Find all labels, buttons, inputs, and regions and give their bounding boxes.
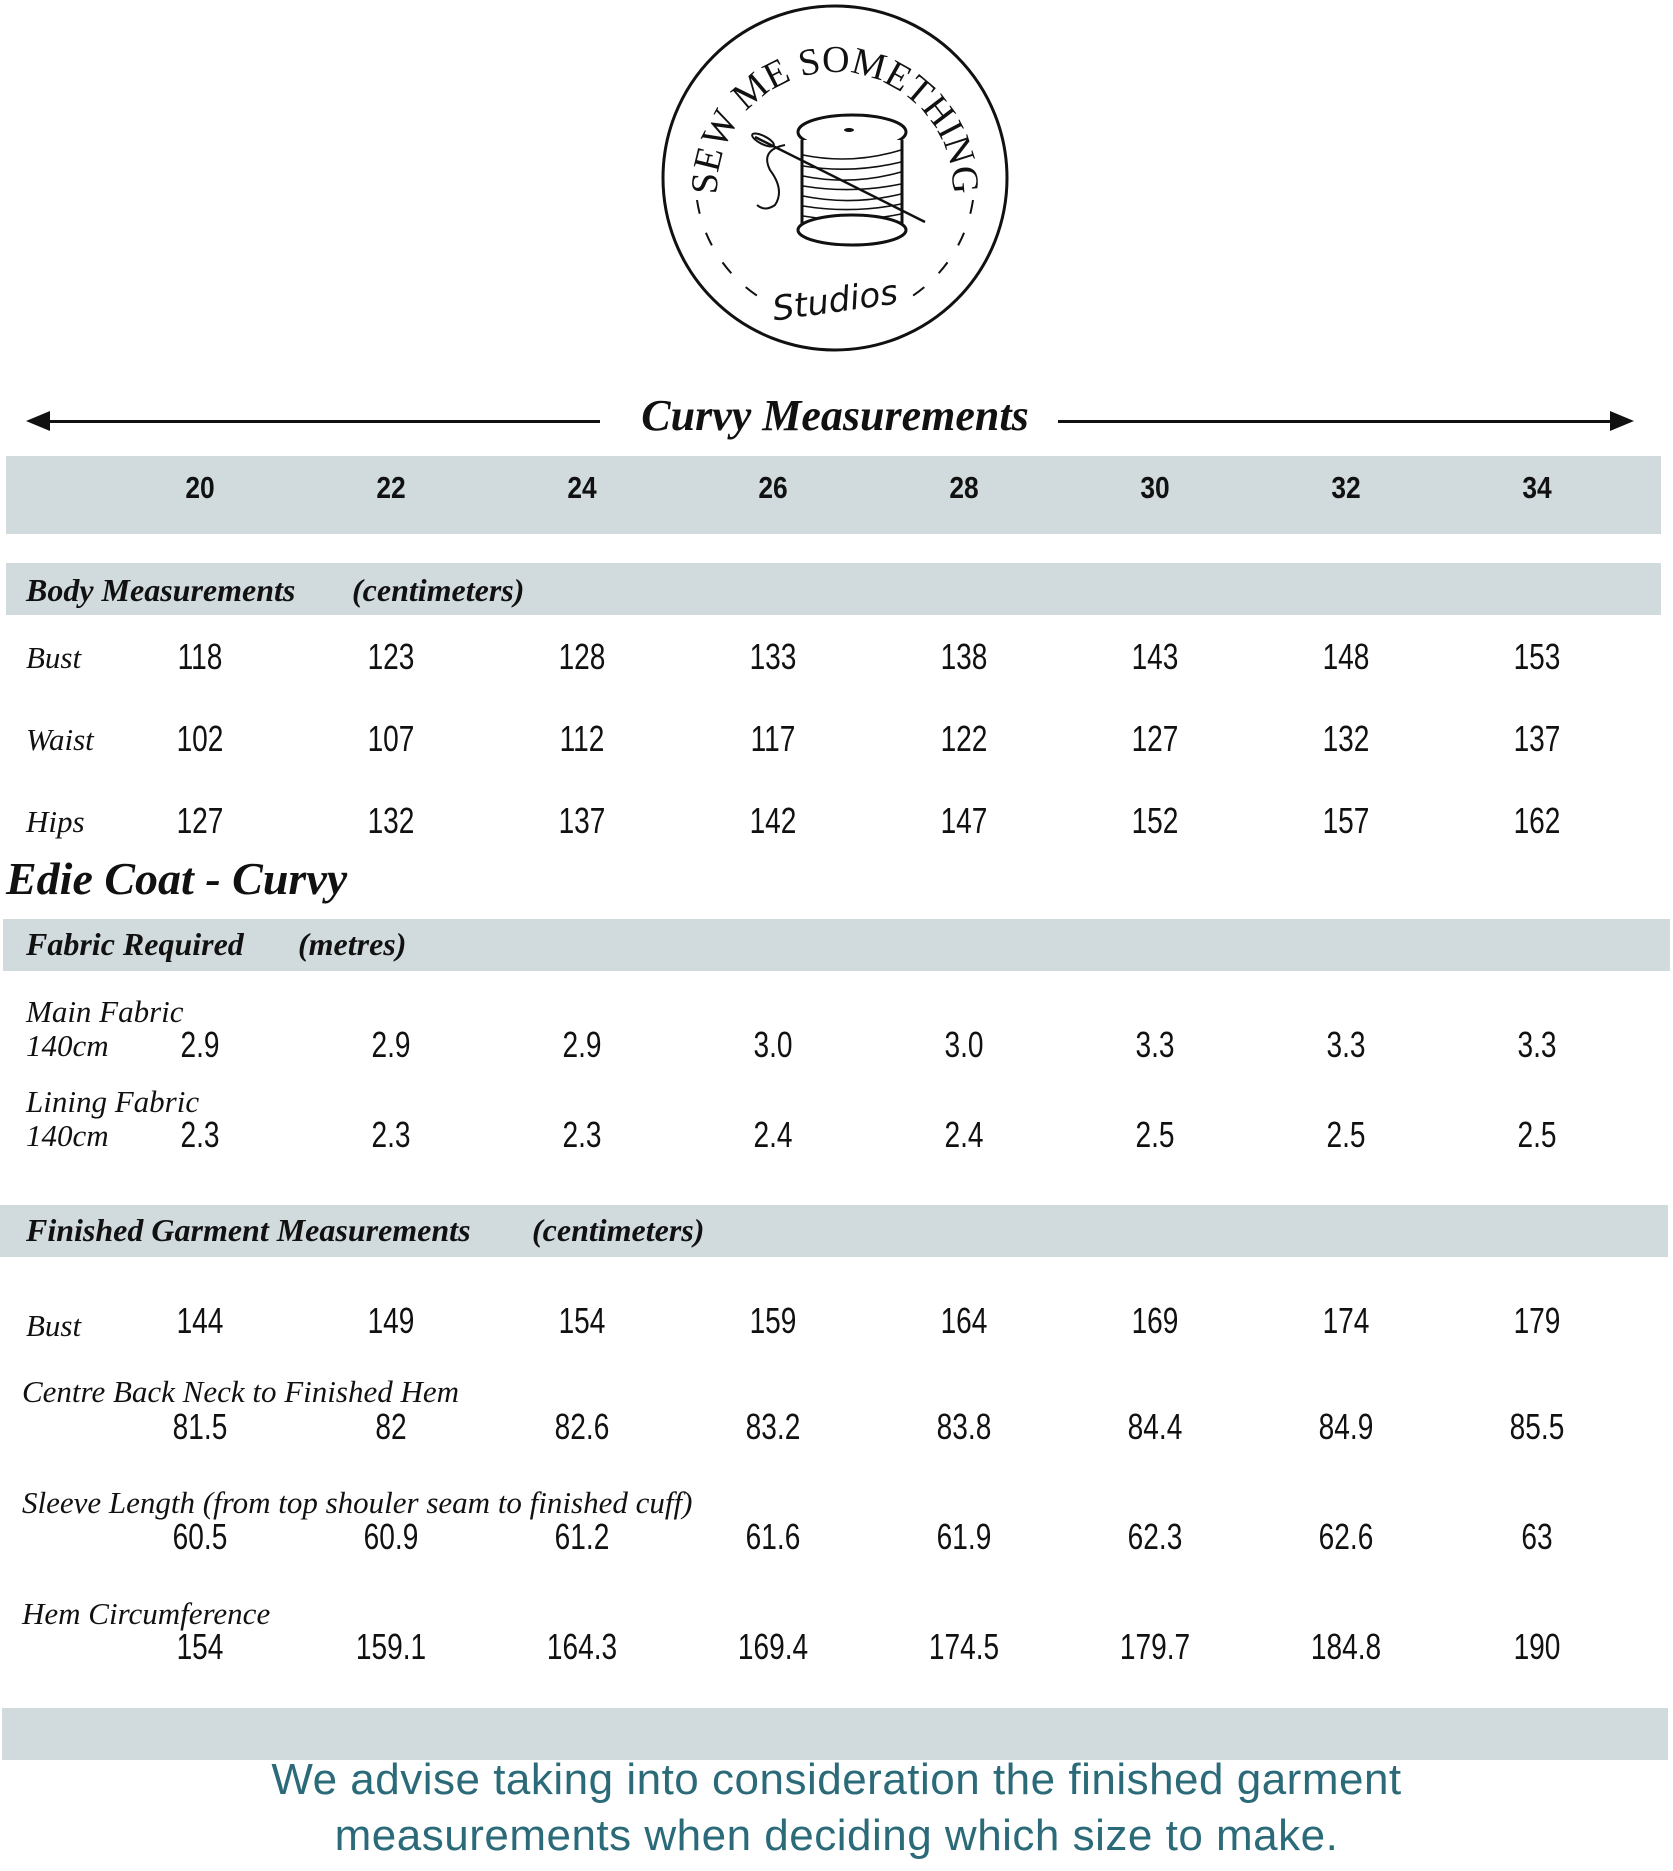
table-cell: 152: [1131, 800, 1179, 841]
table-cell: 169: [1131, 1300, 1179, 1341]
table-cell: 174.5: [928, 1626, 1000, 1667]
table-cell: 84.4: [1127, 1406, 1183, 1447]
table-cell: 107: [367, 718, 415, 759]
table-cell: 2.4: [753, 1114, 793, 1155]
size-header-cell: 28: [949, 470, 979, 505]
table-cell: 112: [559, 718, 605, 759]
footer-line-1: We advise taking into consideration the finished garment: [271, 1755, 1402, 1804]
footer-line-2: measurements when deciding which size to make.: [334, 1811, 1339, 1860]
table-cell: 3.3: [1517, 1024, 1557, 1065]
size-header-cell: 22: [376, 470, 406, 505]
table-cell: 127: [176, 800, 224, 841]
table-cell: 122: [940, 718, 988, 759]
table-cell: 83.2: [745, 1406, 801, 1447]
size-header-cell: 24: [567, 470, 597, 505]
size-header-cell: 26: [758, 470, 788, 505]
table-cell: 2.3: [180, 1114, 220, 1155]
table-cell: 2.5: [1517, 1114, 1557, 1155]
table-cell: 174: [1322, 1300, 1370, 1341]
size-header-cell: 30: [1140, 470, 1170, 505]
table-cell: 62.6: [1318, 1516, 1374, 1557]
table-cell: 142: [749, 800, 797, 841]
finished-measurements-title: Finished Garment Measurements: [26, 1212, 471, 1248]
table-cell: 2.4: [944, 1114, 984, 1155]
table-cell: 2.9: [562, 1024, 602, 1065]
table-cell: 62.3: [1127, 1516, 1183, 1557]
left-arrow-head-icon: [26, 411, 50, 431]
table-cell: 157: [1322, 800, 1370, 841]
row-label: Main Fabric: [26, 994, 184, 1029]
row-label: Bust: [26, 1308, 82, 1343]
table-cell: 190: [1513, 1626, 1561, 1667]
size-header-cell: 20: [185, 470, 215, 505]
table-cell: 148: [1322, 636, 1370, 677]
sew-me-something-logo: [655, 0, 1015, 360]
table-cell: 159.1: [355, 1626, 427, 1667]
row-label: Hips: [26, 804, 85, 839]
table-cell: 159: [749, 1300, 797, 1341]
row-sublabel: 140cm: [26, 1028, 109, 1063]
size-header-cell: 34: [1522, 470, 1552, 505]
table-cell: 61.6: [745, 1516, 801, 1557]
table-cell: 143: [1131, 636, 1179, 677]
table-cell: 3.0: [753, 1024, 793, 1065]
table-cell: 123: [367, 636, 415, 677]
table-cell: 82.6: [554, 1406, 610, 1447]
table-cell: 102: [176, 718, 224, 759]
logo-bottom-text: Studios: [769, 272, 901, 330]
table-cell: 179: [1513, 1300, 1561, 1341]
table-cell: 81.5: [172, 1406, 228, 1447]
row-label: Hem Circumference: [22, 1596, 271, 1631]
table-cell: 133: [749, 636, 797, 677]
table-cell: 82: [375, 1406, 407, 1447]
fabric-required-unit: (metres): [298, 926, 407, 962]
row-label: Lining Fabric: [26, 1084, 200, 1119]
body-measurements-title: Body Measurements: [26, 572, 296, 608]
chart-title: Curvy Measurements: [641, 391, 1029, 440]
table-cell: 63: [1521, 1516, 1553, 1557]
table-cell: 127: [1131, 718, 1179, 759]
table-cell: 169.4: [737, 1626, 809, 1667]
row-sublabel: 140cm: [26, 1118, 109, 1153]
table-cell: 138: [940, 636, 988, 677]
fabric-required-band: [3, 919, 1670, 971]
table-cell: 2.9: [371, 1024, 411, 1065]
table-cell: 3.3: [1326, 1024, 1366, 1065]
table-cell: 149: [367, 1300, 415, 1341]
table-cell: 61.9: [936, 1516, 992, 1557]
table-cell: 61.2: [554, 1516, 610, 1557]
table-cell: 85.5: [1509, 1406, 1565, 1447]
logo-top-text: SEW ME SOMETHING: [683, 38, 987, 196]
table-cell: 2.9: [180, 1024, 220, 1065]
size-header-band: [6, 456, 1661, 534]
table-cell: 2.5: [1326, 1114, 1366, 1155]
table-cell: 184.8: [1310, 1626, 1382, 1667]
table-cell: 164: [940, 1300, 988, 1341]
table-cell: 164.3: [546, 1626, 618, 1667]
table-cell: 154: [558, 1300, 606, 1341]
table-cell: 162: [1513, 800, 1561, 841]
fabric-required-title: Fabric Required: [26, 926, 244, 962]
row-label: Bust: [26, 640, 82, 675]
thread-spool-needle-icon: [750, 115, 925, 245]
right-arrow-line: [1058, 420, 1618, 423]
table-cell: 60.9: [363, 1516, 419, 1557]
footer-advice: [0, 1752, 1673, 1864]
table-cell: 137: [558, 800, 606, 841]
table-cell: 132: [367, 800, 415, 841]
table-cell: 2.3: [371, 1114, 411, 1155]
table-cell: 118: [177, 636, 223, 677]
left-arrow-line: [40, 420, 600, 423]
right-arrow-head-icon: [1610, 411, 1634, 431]
size-header-cell: 32: [1331, 470, 1361, 505]
table-cell: 117: [750, 718, 796, 759]
table-cell: 179.7: [1119, 1626, 1191, 1667]
table-cell: 60.5: [172, 1516, 228, 1557]
finished-measurements-unit: (centimeters): [532, 1212, 705, 1248]
table-cell: 147: [940, 800, 988, 841]
table-cell: 153: [1513, 636, 1561, 677]
table-cell: 128: [558, 636, 606, 677]
table-cell: 83.8: [936, 1406, 992, 1447]
table-cell: 137: [1513, 718, 1561, 759]
table-cell: 2.3: [562, 1114, 602, 1155]
row-label: Sleeve Length (from top shouler seam to finished cuff): [22, 1485, 693, 1520]
table-cell: 132: [1322, 718, 1370, 759]
table-cell: 3.3: [1135, 1024, 1175, 1065]
row-label: Waist: [26, 722, 94, 757]
row-label: Centre Back Neck to Finished Hem: [22, 1374, 460, 1409]
table-cell: 144: [176, 1300, 224, 1341]
garment-title: Edie Coat - Curvy: [6, 853, 348, 904]
table-cell: 2.5: [1135, 1114, 1175, 1155]
body-measurements-unit: (centimeters): [352, 572, 525, 608]
table-cell: 154: [176, 1626, 224, 1667]
table-cell: 84.9: [1318, 1406, 1374, 1447]
table-cell: 3.0: [944, 1024, 984, 1065]
